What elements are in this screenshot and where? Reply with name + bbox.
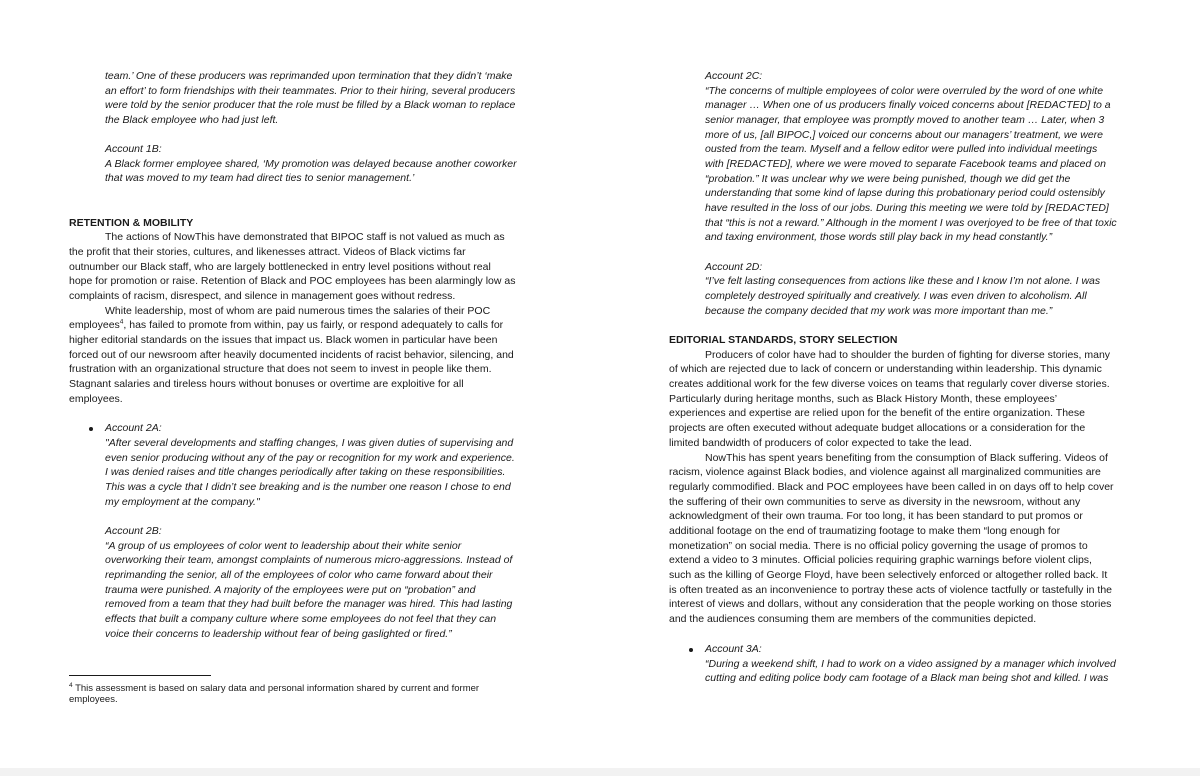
- text-line: experiences and expertise are relied upon for the benefit of the entire organization. These: [669, 407, 1085, 419]
- text-line: complaints of racism, disrespect, and silence in management goes without redress.: [69, 290, 456, 302]
- document-page-right: [600, 0, 1200, 768]
- text-line: more of us, [all BIPOC,] voiced our concerns about our managers’ treatment, we were: [705, 129, 1104, 141]
- text-line: and taxing environment, those words still play back in my head constantly.”: [705, 231, 1053, 243]
- text-line: even senior producing without any of the pay or recognition for my work and experience.: [105, 452, 515, 464]
- text-line: “probation.” It was unclear why we were being punished, though we did get the: [705, 173, 1071, 185]
- bullet-icon: [89, 427, 93, 431]
- text-line: higher editorial standards on the issues that impact us. Black women in particular have been: [69, 334, 498, 346]
- text-line: ousted from the team. Myself and a fellow editor were pulled into individual meetings: [705, 143, 1098, 155]
- text-line: regularly commodified. Black and POC employees have been called in on days off to help cover: [669, 481, 1114, 493]
- account-title: Account 3A:: [705, 643, 762, 655]
- text-line: the profit that their stories, cultures, and likenesses attract. Videos of Black victims far: [69, 246, 466, 258]
- viewer-bottom-edge: [0, 768, 1200, 776]
- section-heading-retention: RETENTION & MOBILITY: [69, 217, 194, 229]
- text-fragment: employees: [69, 319, 120, 331]
- text-line: such as the killing of George Floyd, have been selectively enforced or altogether rolled back. It: [669, 569, 1108, 581]
- text-line: Producers of color have had to shoulder the burden of fighting for diverse stories, many: [705, 349, 1111, 361]
- footnote-text: This assessment is based on salary data and personal information shared by current and former: [72, 683, 480, 694]
- text-line: “I’ve felt lasting consequences from actions like these and I know I’m not alone. I was: [705, 275, 1101, 287]
- text-line: limited bandwidth of producers of color expected to take the lead.: [669, 437, 972, 449]
- footnote-line: employees.: [69, 694, 118, 705]
- account-title: Account 2A:: [105, 422, 162, 434]
- text-line: hope for promotion or raise. Retention of Black and POC employees has been alarmingly low as: [69, 275, 516, 287]
- text-line: the Black employee who had just left.: [105, 114, 279, 126]
- footnote-line: [69, 683, 479, 695]
- bullet-icon: [689, 648, 693, 652]
- account-title: Account 2D:: [705, 261, 763, 273]
- text-line: I was denied raises and title changes periodically after taking on these responsibilities.: [105, 466, 506, 478]
- text-line: voice their concerns to leadership without fear of being gaslighted or fired.”: [105, 628, 452, 640]
- text-line: with [REDACTED], where we were moved to separate Facebook teams and placed on: [705, 158, 1106, 170]
- text-line: The actions of NowThis have demonstrated that BIPOC staff is not valued as much as: [105, 231, 505, 243]
- text-line: NowThis has spent years benefiting from the consumption of Black suffering. Videos of: [705, 452, 1108, 464]
- footnote-divider: [69, 675, 211, 676]
- text-line: the suffering of their own communities to serve as diversity in the newsroom, without any: [669, 496, 1081, 508]
- text-line: senior manager, that employee was promptly moved to another team … Later, when 3: [705, 114, 1105, 126]
- text-line: of which are rejected due to lack of concern or understanding within leadership. This dynamic: [669, 363, 1102, 375]
- text-line: effects that built a company culture where some employees do not feel that they can: [105, 613, 497, 625]
- text-line: additional footage on the end of traumatizing footage to make them “long enough for: [669, 525, 1061, 537]
- text-line: manager … When one of us producers finally voiced concerns about [REDACTED] to a: [705, 99, 1111, 111]
- text-line: my employment at the company.": [105, 496, 260, 508]
- text-line: employees.: [69, 393, 123, 405]
- text-line: that was moved to my team had direct ties to senior management.’: [105, 172, 415, 184]
- text-line: frustration with an organizational structure that does not seem to invest in people like them.: [69, 363, 492, 375]
- text-line: projects are often executed without adequate budget allocations or a consideration for the: [669, 422, 1086, 434]
- text-line: Stagnant salaries and tireless hours without bonuses or overtime are exploitive for all: [69, 378, 464, 390]
- text-line: because the company decided that my work was more important than me.”: [705, 305, 1053, 317]
- footnote-reference: 4: [119, 318, 124, 326]
- text-line: "After several developments and staffing changes, I was given duties of supervising and: [105, 437, 514, 449]
- text-line: that “this is not a reward.” Although in the moment I was overjoyed to be free of that toxic: [705, 217, 1117, 229]
- text-line: creates additional work for the few diverse voices on teams that regularly cover diverse stories.: [669, 378, 1110, 390]
- text-line: have resulted in the loss of our jobs. During this meeting we were told by [REDACTED]: [705, 202, 1109, 214]
- text-line: were told by the senior producer that the role must be filled by a Black woman to replace: [105, 99, 516, 111]
- text-line: is often treated as an inconvenience to portray these acts of violence tactfully or tastefully in the: [669, 584, 1112, 596]
- text-fragment: , has failed to promote from within, pay us fairly, or respond adequately to calls for: [123, 319, 504, 331]
- text-line: and the audiences consuming them are members of the communities depicted.: [669, 613, 1037, 625]
- text-line: trauma were punished. A majority of the employees were put on “probation” and: [105, 584, 476, 596]
- text-line: forced out of our newsroom after heavily documented incidents of racist behavior, silencing, and: [69, 349, 514, 361]
- text-line: outnumber our Black staff, who are largely bottlenecked in entry level positions without real: [69, 261, 491, 273]
- text-line: White leadership, most of whom are paid numerous times the salaries of their POC: [105, 305, 491, 317]
- text-line: Particularly during heritage months, such as Black History Month, these employees’: [669, 393, 1058, 405]
- text-line: This was a cycle that I didn’t see breaking and is the number one reason I chose to end: [105, 481, 511, 493]
- text-line: understanding that some kind of lapse during this probationary period could ostensibly: [705, 187, 1105, 199]
- text-line: an effort’ to form friendships with their teammates. Prior to their hiring, several producers: [105, 85, 516, 97]
- text-line-with-footnote-ref: [69, 318, 503, 333]
- footnote-number: 4: [69, 681, 73, 689]
- text-line: team.’ One of these producers was reprimanded upon termination that they didn’t ‘make: [105, 70, 513, 82]
- text-line: “The concerns of multiple employees of color were overruled by the word of one white: [705, 85, 1104, 97]
- account-title: Account 2B:: [105, 525, 162, 537]
- text-line: interest of views and dollars, without any consideration that the people working on those stories: [669, 598, 1112, 610]
- section-heading-editorial: EDITORIAL STANDARDS, STORY SELECTION: [669, 334, 898, 346]
- text-line: removed from a team that they had built before the manager was hired. This had lasting: [105, 598, 513, 610]
- account-title: Account 1B:: [105, 143, 162, 155]
- document-page-left: [0, 0, 600, 768]
- text-line: A Black former employee shared, ‘My promotion was delayed because another coworker: [105, 158, 517, 170]
- text-line: reprimanding the senior, all of the employees of color who came forward about their: [105, 569, 493, 581]
- text-line: overworking their team, amongst complaints of numerous micro-aggressions. Instead of: [105, 554, 513, 566]
- text-line: racism, violence against Black bodies, and violence against all marginalized communities are: [669, 466, 1101, 478]
- text-line: monetization” on social media. There is no official policy governing the usage of promos to: [669, 540, 1088, 552]
- account-title: Account 2C:: [705, 70, 763, 82]
- text-line: completely destroyed spiritually and creatively. I was even driven to alcoholism. All: [705, 290, 1087, 302]
- text-line: cutting and editing police body cam footage of a Black man being shot and killed. I was: [705, 672, 1109, 684]
- text-line: “A group of us employees of color went to leadership about their white senior: [105, 540, 462, 552]
- text-line: extend a video to 3 minutes. Official policies requiring graphic warnings before violent clips,: [669, 554, 1092, 566]
- text-line: acknowledgment of their own trauma. For too long, it has been standard to put promos or: [669, 510, 1083, 522]
- text-line: “During a weekend shift, I had to work on a video assigned by a manager which involved: [705, 658, 1116, 670]
